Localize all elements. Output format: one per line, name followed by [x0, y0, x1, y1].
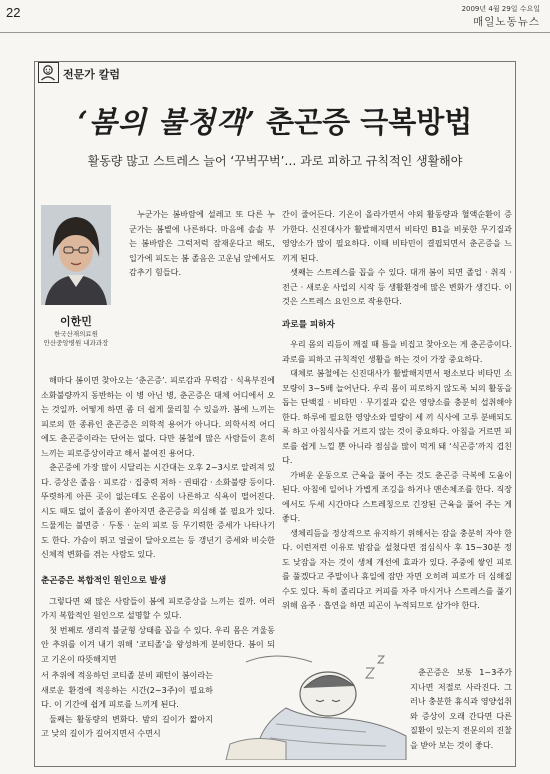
body-paragraph: 그렇다면 왜 많은 사람들이 봄에 피로증상을 느끼는 걸까. 여러가지 복합적인 원인으로 설명할 수 있다.: [41, 595, 275, 620]
body-paragraph: 누군가는 봄바람에 설레고 또 다른 누군가는 봄볕에 나른하다. 마음에 솔솔 부는 봄바람은 그럭저럭 잠재운다고 해도, 입가에 피도는 봄 졸음은 고운님 앞에서도 감추기 힘들다.: [129, 209, 275, 277]
body-column-left-upper: [129, 207, 275, 280]
author-affiliation: 한국산재의료원 안산중앙병원 내과과장: [43, 330, 109, 347]
author-photo: [41, 205, 111, 305]
body-paragraph: 생체리듬을 정상적으로 유지하기 위해서는 잠을 충분히 자야 한다. 이런저런 이유로 밤잠을 설쳤다면 점심식사 후 15~30분 정도 낮잠을 자는 것이 생체 개선에 효과가 있다. 주중에 쌓인 피로를 풀겠다고 주말이나 휴일에 잠만 자면 오히려 피로가 더 심해질 수도 있다. 특히 졸리다고 커피를 자주 마시거나 스트레스를 풀기 위해 음주 · 흡연을 하면 피곤이 누적되므로 삼가야 한다.: [282, 527, 512, 610]
body-paragraph: 셋째는 스트레스를 꼽을 수 있다. 대개 봄이 되면 졸업 · 취직 · 전근 · 새로운 사업의 시작 등 생활환경에 많은 변화가 생긴다. 이것은 스트레스 요인으로 작용한다.: [282, 267, 512, 306]
body-paragraph: 첫 번째로 생리적 불균형 상태를 꼽을 수 있다. 우리 몸은 겨울동안 추위를 이겨 내기 위해 ‘코티졸’을 왕성하게 분비한다. 봄이 되고 기온이 따뜻해지면: [41, 624, 275, 664]
body-paragraph: 춘곤증은 보통 1~3주가 지나면 저절로 사라진다. 그러나 충분한 휴식과 영양섭취와 증상이 오래 간다면 다른 질환이 있는지 전문의의 진찰을 받아 보는 것이 좋다.: [410, 667, 512, 750]
body-paragraph: 가벼운 운동으로 근육을 풀어 주는 것도 춘곤증 극복에 도움이 된다. 아침에 일어나 가볍게 조깅을 하거나 맨손체조를 한다. 직장에서도 두세 시간마다 스트레칭으로 긴장된 근육을 풀어 주는 게 좋다.: [282, 469, 512, 523]
subheadline: 활동량 많고 스트레스 늘어 ‘꾸벅꾸벅’… 과로 피하고 규칙적인 생활해야: [87, 154, 463, 168]
section-heading: 과로를 피하자: [282, 319, 335, 330]
column-label: 전문가 칼럼: [63, 68, 120, 81]
body-paragraph: 해마다 봄이면 찾아오는 ‘춘곤증’. 피로감과 무력감 · 식욕부진에 소화불량까지 동반하는 이 병 아닌 병, 춘곤증은 대체 어디에서 오는 것일까. 어떻게 하면 좀 더 쉽게 물리칠 수 있을까. 봄에 느끼는 피로의 한 종류인 춘곤증은 의학적 용어가 아니다. 의학서적 어디에도 춘곤증이라는 단어는 없다. 다만 봄철에 많은 사람들이 흔히 느끼는 피로증상이라고 해서 붙여진 용어다.: [41, 375, 275, 458]
header-rule: [0, 32, 550, 33]
body-column-right: [282, 207, 512, 613]
body-column-left-bottom: [41, 668, 213, 741]
headline-main: 춘곤증 극복방법: [266, 105, 473, 139]
body-paragraph: 서 추위에 적응하던 코티졸 분비 패턴이 봄이라는 새로운 환경에 적응하는 시간(2~3주)이 필요하다. 이 기간에 쉽게 피로를 느끼게 된다.: [41, 670, 213, 709]
publication-name: 매일노동뉴스: [473, 16, 540, 28]
body-paragraph: 대체로 봄철에는 신진대사가 활발해지면서 평소보다 비타민 소모량이 3~5배 늘어난다. 우리 몸이 피로하지 않도록 뇌의 활동을 돕는 단백질 · 비타민 · 무기질과 같은 영양소를 충분히 섭취해야 한다. 하루에 필요한 영양소와 열량이 세 끼 식사에 고루 분배되도록 하고 아침식사를 거르지 않는 것이 중요하다. 아침을 거르면 피로를 쉽게 느낄 뿐 아니라 점심을 많이 먹게 돼 ‘식곤증’까지 겹친다.: [282, 368, 512, 465]
publication-date: 2009년 4월 29일 수요일: [461, 5, 540, 13]
expert-face-icon: [38, 62, 59, 83]
author-name: 이한민: [60, 315, 92, 328]
section-heading: 춘곤증은 복합적인 원인으로 발생: [41, 576, 167, 586]
body-column-right-bottom: [410, 665, 512, 752]
sleeping-person-illustration: [216, 648, 410, 760]
headline-decorative: ‘봄의 불청객’: [77, 105, 257, 139]
body-paragraph: 춘곤증에 가장 많이 시달리는 시간대는 오후 2~3시로 알려져 있다. 증상은 졸음 · 피로감 · 집중력 저하 · 권태감 · 소화불량 등이다. 뚜렷하게 아픈 곳이 없는데도 온몸이 나른하고 식욕이 떨어진다. 시도 때도 없이 졸음이 쏟아지면 춘곤증을 의심해 볼 필요가 있다. 드물게는 불면증 · 두통 · 눈의 피로 등 무기력한 증세가 나타나기도 한다. 가슴이 뛰고 얼굴이 달아오르는 등 갱년기 증세와 비슷한 신체적 변화를 겪는 사람도 있다.: [41, 462, 275, 559]
body-paragraph: 둘째는 활동량의 변화다. 밤의 길이가 짧아지고 낮의 길이가 길어지면서 수면시: [41, 713, 213, 738]
body-column-left: [41, 373, 275, 562]
page-number: 22: [6, 5, 21, 20]
headline: [34, 100, 516, 141]
body-paragraph: 간이 줄어든다. 기온이 올라가면서 야외 활동량과 혈액순환이 증가한다. 신진대사가 활발해지면서 비타민 B1을 비롯한 무기질과 영양소가 많이 필요하다. 이때 비타민이 결핍되면서 춘곤증을 느끼게 된다.: [282, 209, 512, 263]
body-paragraph: 우리 몸의 리듬이 깨질 때 틈을 비집고 찾아오는 게 춘곤증이다. 과로를 피하고 규칙적인 생활을 하는 것이 가장 중요하다.: [282, 339, 512, 364]
